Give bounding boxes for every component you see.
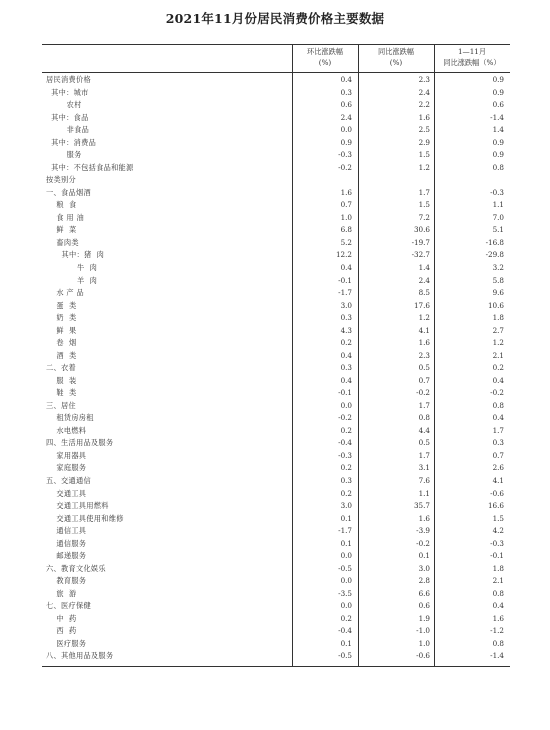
- cell-mom: 5.2: [340, 237, 352, 247]
- header-yoy: [358, 46, 434, 68]
- cell-yoy: 4.1: [418, 325, 430, 335]
- cell-ytd: 0.4: [492, 375, 504, 385]
- cell-mom: -0.1: [338, 275, 352, 285]
- cell-ytd: 0.9: [492, 75, 504, 84]
- table-row: [42, 300, 510, 313]
- table-row: [42, 375, 510, 388]
- cell-yoy: 1.6: [418, 338, 430, 348]
- cell-ytd: 0.6: [492, 100, 504, 110]
- cell-yoy: 2.5: [418, 125, 430, 135]
- cell-ytd: 0.8: [492, 400, 504, 410]
- cell-ytd: 1.6: [492, 613, 504, 623]
- cell-yoy: 2.4: [418, 87, 430, 97]
- row-label: 交通工具: [46, 488, 87, 498]
- table-row: [42, 149, 510, 162]
- table-row: [42, 124, 510, 137]
- table-row: [42, 625, 510, 638]
- table-row: [42, 387, 510, 400]
- cell-ytd: -0.1: [490, 551, 504, 561]
- cell-ytd: 1.1: [492, 200, 504, 210]
- row-label: 通信服务: [46, 538, 87, 548]
- header-mom: [292, 46, 358, 68]
- row-label: 八、其他用品及服务: [46, 651, 114, 661]
- cell-yoy: 1.5: [418, 150, 430, 160]
- row-label: 粮 食: [46, 200, 77, 210]
- row-label: 其中：消费品: [46, 137, 97, 147]
- cell-yoy: 1.6: [418, 112, 430, 122]
- cell-mom: 0.7: [340, 200, 352, 210]
- cell-yoy: 0.7: [418, 375, 430, 385]
- row-label: 鞋 类: [46, 388, 77, 398]
- cell-mom: -0.4: [338, 626, 352, 636]
- cell-mom: 0.3: [340, 87, 352, 97]
- cell-yoy: 1.6: [418, 513, 430, 523]
- table-row: [42, 237, 510, 250]
- row-label: 家庭服务: [46, 463, 87, 473]
- table-row: [42, 249, 510, 262]
- cell-mom: 0.2: [340, 425, 352, 435]
- cell-yoy: 1.0: [418, 638, 430, 648]
- table-row: [42, 563, 510, 576]
- table-row: [42, 212, 510, 225]
- table-row: [42, 312, 510, 325]
- cell-ytd: 2.1: [492, 350, 504, 360]
- cell-mom: 0.3: [340, 313, 352, 323]
- cell-ytd: -1.4: [490, 112, 504, 122]
- table-row: [42, 275, 510, 288]
- cell-ytd: 16.6: [487, 501, 504, 511]
- cell-mom: 2.4: [340, 112, 352, 122]
- cell-ytd: -29.8: [485, 250, 504, 260]
- cell-mom: 0.3: [340, 476, 352, 485]
- cell-ytd: 1.2: [492, 338, 504, 348]
- cell-ytd: -0.3: [490, 538, 504, 548]
- cell-yoy: 1.7: [418, 187, 430, 197]
- cell-yoy: 6.6: [418, 588, 430, 598]
- header-mom-unit: (%): [318, 58, 332, 67]
- cell-mom: 0.1: [340, 513, 352, 523]
- cell-ytd: 10.6: [487, 300, 504, 310]
- cell-ytd: 0.8: [492, 588, 504, 598]
- row-label: 交通工具用燃料: [46, 501, 109, 511]
- cell-ytd: -1.2: [490, 626, 504, 636]
- header-mom-label: 环比涨跌幅: [307, 47, 343, 56]
- cell-yoy: 4.4: [418, 425, 430, 435]
- cell-mom: -0.4: [338, 438, 352, 448]
- table-row: [42, 337, 510, 350]
- row-label: 酒 类: [46, 350, 77, 360]
- table-row: [42, 350, 510, 363]
- cell-ytd: 0.2: [492, 363, 504, 373]
- cell-mom: 3.0: [340, 300, 352, 310]
- table-row: [42, 450, 510, 463]
- cell-ytd: 0.9: [492, 137, 504, 147]
- table-body: [42, 74, 510, 663]
- header-ytd-unit: 同比涨跌幅（%）: [443, 58, 501, 67]
- cell-mom: -0.1: [338, 388, 352, 398]
- row-label: 交通工具使用和维修: [46, 513, 124, 523]
- cell-mom: -1.7: [338, 526, 352, 536]
- cell-yoy: 1.5: [418, 200, 430, 210]
- table-row: [42, 74, 510, 87]
- cell-ytd: -1.4: [490, 651, 504, 661]
- cell-ytd: -0.3: [490, 187, 504, 197]
- row-label: 四、生活用品及服务: [46, 438, 114, 448]
- row-label: 按类别分: [46, 175, 76, 185]
- cell-mom: 0.4: [340, 262, 352, 272]
- table-row: [42, 638, 510, 651]
- row-label: 其中：不包括食品和能源: [46, 162, 134, 172]
- cell-ytd: 4.1: [492, 476, 504, 485]
- header-yoy-unit: (%): [389, 58, 403, 67]
- cell-mom: 0.6: [340, 100, 352, 110]
- cell-mom: -0.3: [338, 150, 352, 160]
- cell-mom: -0.5: [338, 563, 352, 573]
- row-label: 七、医疗保健: [46, 601, 91, 611]
- cell-yoy: 0.6: [418, 601, 430, 611]
- cell-mom: 0.0: [340, 125, 352, 135]
- cell-ytd: 0.4: [492, 601, 504, 611]
- cell-mom: 0.0: [340, 551, 352, 561]
- row-label: 非食品: [46, 125, 90, 135]
- table-row: [42, 525, 510, 538]
- cell-mom: 0.0: [340, 576, 352, 586]
- row-label: 其中：食品: [46, 112, 89, 122]
- row-label: 牛 肉: [46, 262, 98, 272]
- row-label: 其中：猪 肉: [46, 250, 105, 260]
- cell-yoy: 17.6: [413, 300, 430, 310]
- cell-mom: 0.4: [340, 375, 352, 385]
- table-row: [42, 600, 510, 613]
- cell-yoy: 2.3: [418, 350, 430, 360]
- cell-mom: -3.5: [338, 588, 352, 598]
- cell-ytd: 0.3: [492, 438, 504, 448]
- cell-yoy: 1.7: [418, 450, 430, 460]
- cell-ytd: 0.9: [492, 87, 504, 97]
- cell-yoy: -32.7: [411, 250, 430, 260]
- cell-mom: 12.2: [335, 250, 352, 260]
- header-ytd-label: 1—11月: [457, 47, 487, 56]
- row-label: 教育服务: [46, 576, 87, 586]
- table-row: [42, 112, 510, 125]
- row-label: 居民消费价格: [46, 75, 91, 84]
- cell-mom: 0.9: [340, 137, 352, 147]
- row-label: 服 装: [46, 375, 77, 385]
- row-label: 卷 烟: [46, 338, 77, 348]
- cell-mom: 1.0: [340, 212, 352, 222]
- cell-mom: -1.7: [338, 288, 352, 298]
- cell-yoy: 1.1: [418, 488, 430, 498]
- cell-ytd: 0.8: [492, 638, 504, 648]
- row-label: 蛋 类: [46, 300, 77, 310]
- cell-mom: 0.1: [340, 638, 352, 648]
- header-yoy-label: 同比涨跌幅: [378, 47, 414, 56]
- cell-yoy: 0.1: [418, 551, 430, 561]
- cell-ytd: 2.1: [492, 576, 504, 586]
- row-label: 其中：城市: [46, 87, 89, 97]
- cell-ytd: 2.7: [492, 325, 504, 335]
- cell-ytd: 1.8: [492, 313, 504, 323]
- row-label: 租赁房房租: [46, 413, 94, 423]
- cell-mom: 0.4: [340, 75, 352, 84]
- cell-ytd: 1.7: [492, 425, 504, 435]
- cell-mom: 0.4: [340, 350, 352, 360]
- row-label: 医疗服务: [46, 638, 87, 648]
- table-row: [42, 425, 510, 438]
- cell-yoy: 8.5: [418, 288, 430, 298]
- table-row: [42, 137, 510, 150]
- row-label: 水电燃料: [46, 425, 87, 435]
- cell-yoy: 30.6: [413, 225, 430, 235]
- cell-yoy: -19.7: [411, 237, 430, 247]
- header-bottom-rule: [42, 72, 510, 73]
- cell-mom: 0.0: [340, 601, 352, 611]
- cell-yoy: 1.9: [418, 613, 430, 623]
- cell-mom: 0.2: [340, 338, 352, 348]
- cell-mom: 0.1: [340, 538, 352, 548]
- cell-mom: 0.2: [340, 488, 352, 498]
- cell-ytd: 7.0: [492, 212, 504, 222]
- cell-ytd: 1.5: [492, 513, 504, 523]
- cell-yoy: 2.3: [418, 75, 430, 84]
- cell-ytd: 2.6: [492, 463, 504, 473]
- table-row: [42, 550, 510, 563]
- table-row: [42, 500, 510, 513]
- table-row: [42, 187, 510, 200]
- cell-yoy: -0.2: [416, 538, 430, 548]
- table-row: [42, 613, 510, 626]
- header-ytd: [434, 46, 510, 68]
- cell-yoy: -0.6: [416, 651, 430, 661]
- table-row: [42, 362, 510, 375]
- cell-ytd: 4.2: [492, 526, 504, 536]
- cell-yoy: 2.4: [418, 275, 430, 285]
- row-label: 农村: [46, 100, 82, 110]
- cell-yoy: 35.7: [413, 501, 430, 511]
- row-label: 服务: [46, 150, 82, 160]
- row-label: 五、交通通信: [46, 476, 91, 485]
- table-row: [42, 462, 510, 475]
- cell-yoy: 1.7: [418, 400, 430, 410]
- table-top-rule: [42, 44, 510, 45]
- cell-mom: 6.8: [340, 225, 352, 235]
- table-row: [42, 437, 510, 450]
- cell-yoy: 2.9: [418, 137, 430, 147]
- cell-mom: -0.2: [338, 413, 352, 423]
- cell-yoy: 3.0: [418, 563, 430, 573]
- row-label: 羊 肉: [46, 275, 98, 285]
- cell-ytd: 9.6: [492, 288, 504, 298]
- cell-yoy: 7.2: [418, 212, 430, 222]
- row-label: 水 产 品: [46, 288, 84, 298]
- table-row: [42, 513, 510, 526]
- row-label: 旅 游: [46, 588, 77, 598]
- table-bottom-rule: [42, 666, 510, 667]
- cell-mom: 4.3: [340, 325, 352, 335]
- row-label: 家用器具: [46, 450, 87, 460]
- cell-yoy: 2.2: [418, 100, 430, 110]
- table-row: [42, 538, 510, 551]
- row-label: 二、衣着: [46, 363, 76, 373]
- cell-yoy: 2.8: [418, 576, 430, 586]
- row-label: 六、教育文化娱乐: [46, 563, 106, 573]
- cell-ytd: 3.2: [492, 262, 504, 272]
- table-row: [42, 199, 510, 212]
- row-label: 奶 类: [46, 313, 77, 323]
- cell-ytd: 0.8: [492, 162, 504, 172]
- cell-yoy: 1.4: [418, 262, 430, 272]
- cell-mom: 0.0: [340, 400, 352, 410]
- table-row: [42, 87, 510, 100]
- cell-yoy: -1.0: [416, 626, 430, 636]
- table-row: [42, 325, 510, 338]
- cell-mom: 0.2: [340, 613, 352, 623]
- cell-yoy: 7.6: [418, 476, 430, 485]
- table-row: [42, 400, 510, 413]
- table-row: [42, 575, 510, 588]
- cell-mom: 3.0: [340, 501, 352, 511]
- table-row: [42, 287, 510, 300]
- row-label: 鲜 果: [46, 325, 77, 335]
- row-label: 中 药: [46, 613, 77, 623]
- row-label: 畜肉类: [46, 237, 79, 247]
- table-row: [42, 650, 510, 663]
- cell-ytd: 5.1: [492, 225, 504, 235]
- row-label: 食 用 油: [46, 212, 84, 222]
- row-label: 西 药: [46, 626, 77, 636]
- table-row: [42, 475, 510, 488]
- cell-ytd: -0.2: [490, 388, 504, 398]
- row-label: 邮递服务: [46, 551, 87, 561]
- row-label: 通信工具: [46, 526, 87, 536]
- cell-yoy: 1.2: [418, 313, 430, 323]
- table-row: [42, 224, 510, 237]
- cell-ytd: 1.8: [492, 563, 504, 573]
- cell-yoy: 0.5: [418, 363, 430, 373]
- table-row: [42, 174, 510, 187]
- cell-mom: -0.5: [338, 651, 352, 661]
- table-row: [42, 262, 510, 275]
- table-row: [42, 162, 510, 175]
- page-title: 2021年11月份居民消费价格主要数据: [165, 11, 385, 26]
- cell-ytd: 0.4: [492, 413, 504, 423]
- cell-mom: 0.3: [340, 363, 352, 373]
- cell-mom: 1.6: [340, 187, 352, 197]
- cell-ytd: 1.4: [492, 125, 504, 135]
- cell-ytd: -0.6: [490, 488, 504, 498]
- cell-mom: 0.2: [340, 463, 352, 473]
- row-label: 一、食品烟酒: [46, 187, 91, 197]
- cell-yoy: -0.2: [416, 388, 430, 398]
- cell-ytd: -16.8: [485, 237, 504, 247]
- cell-mom: -0.2: [338, 162, 352, 172]
- table-row: [42, 412, 510, 425]
- cell-yoy: 3.1: [418, 463, 430, 473]
- table-row: [42, 488, 510, 501]
- row-label: 鲜 菜: [46, 225, 77, 235]
- cell-yoy: -3.9: [416, 526, 430, 536]
- cell-mom: -0.3: [338, 450, 352, 460]
- row-label: 三、居住: [46, 400, 76, 410]
- table-row: [42, 588, 510, 601]
- cell-ytd: 5.8: [492, 275, 504, 285]
- table-row: [42, 99, 510, 112]
- cell-ytd: 0.9: [492, 150, 504, 160]
- cell-yoy: 0.5: [418, 438, 430, 448]
- cell-ytd: 0.7: [492, 450, 504, 460]
- cell-yoy: 0.8: [418, 413, 430, 423]
- cell-yoy: 1.2: [418, 162, 430, 172]
